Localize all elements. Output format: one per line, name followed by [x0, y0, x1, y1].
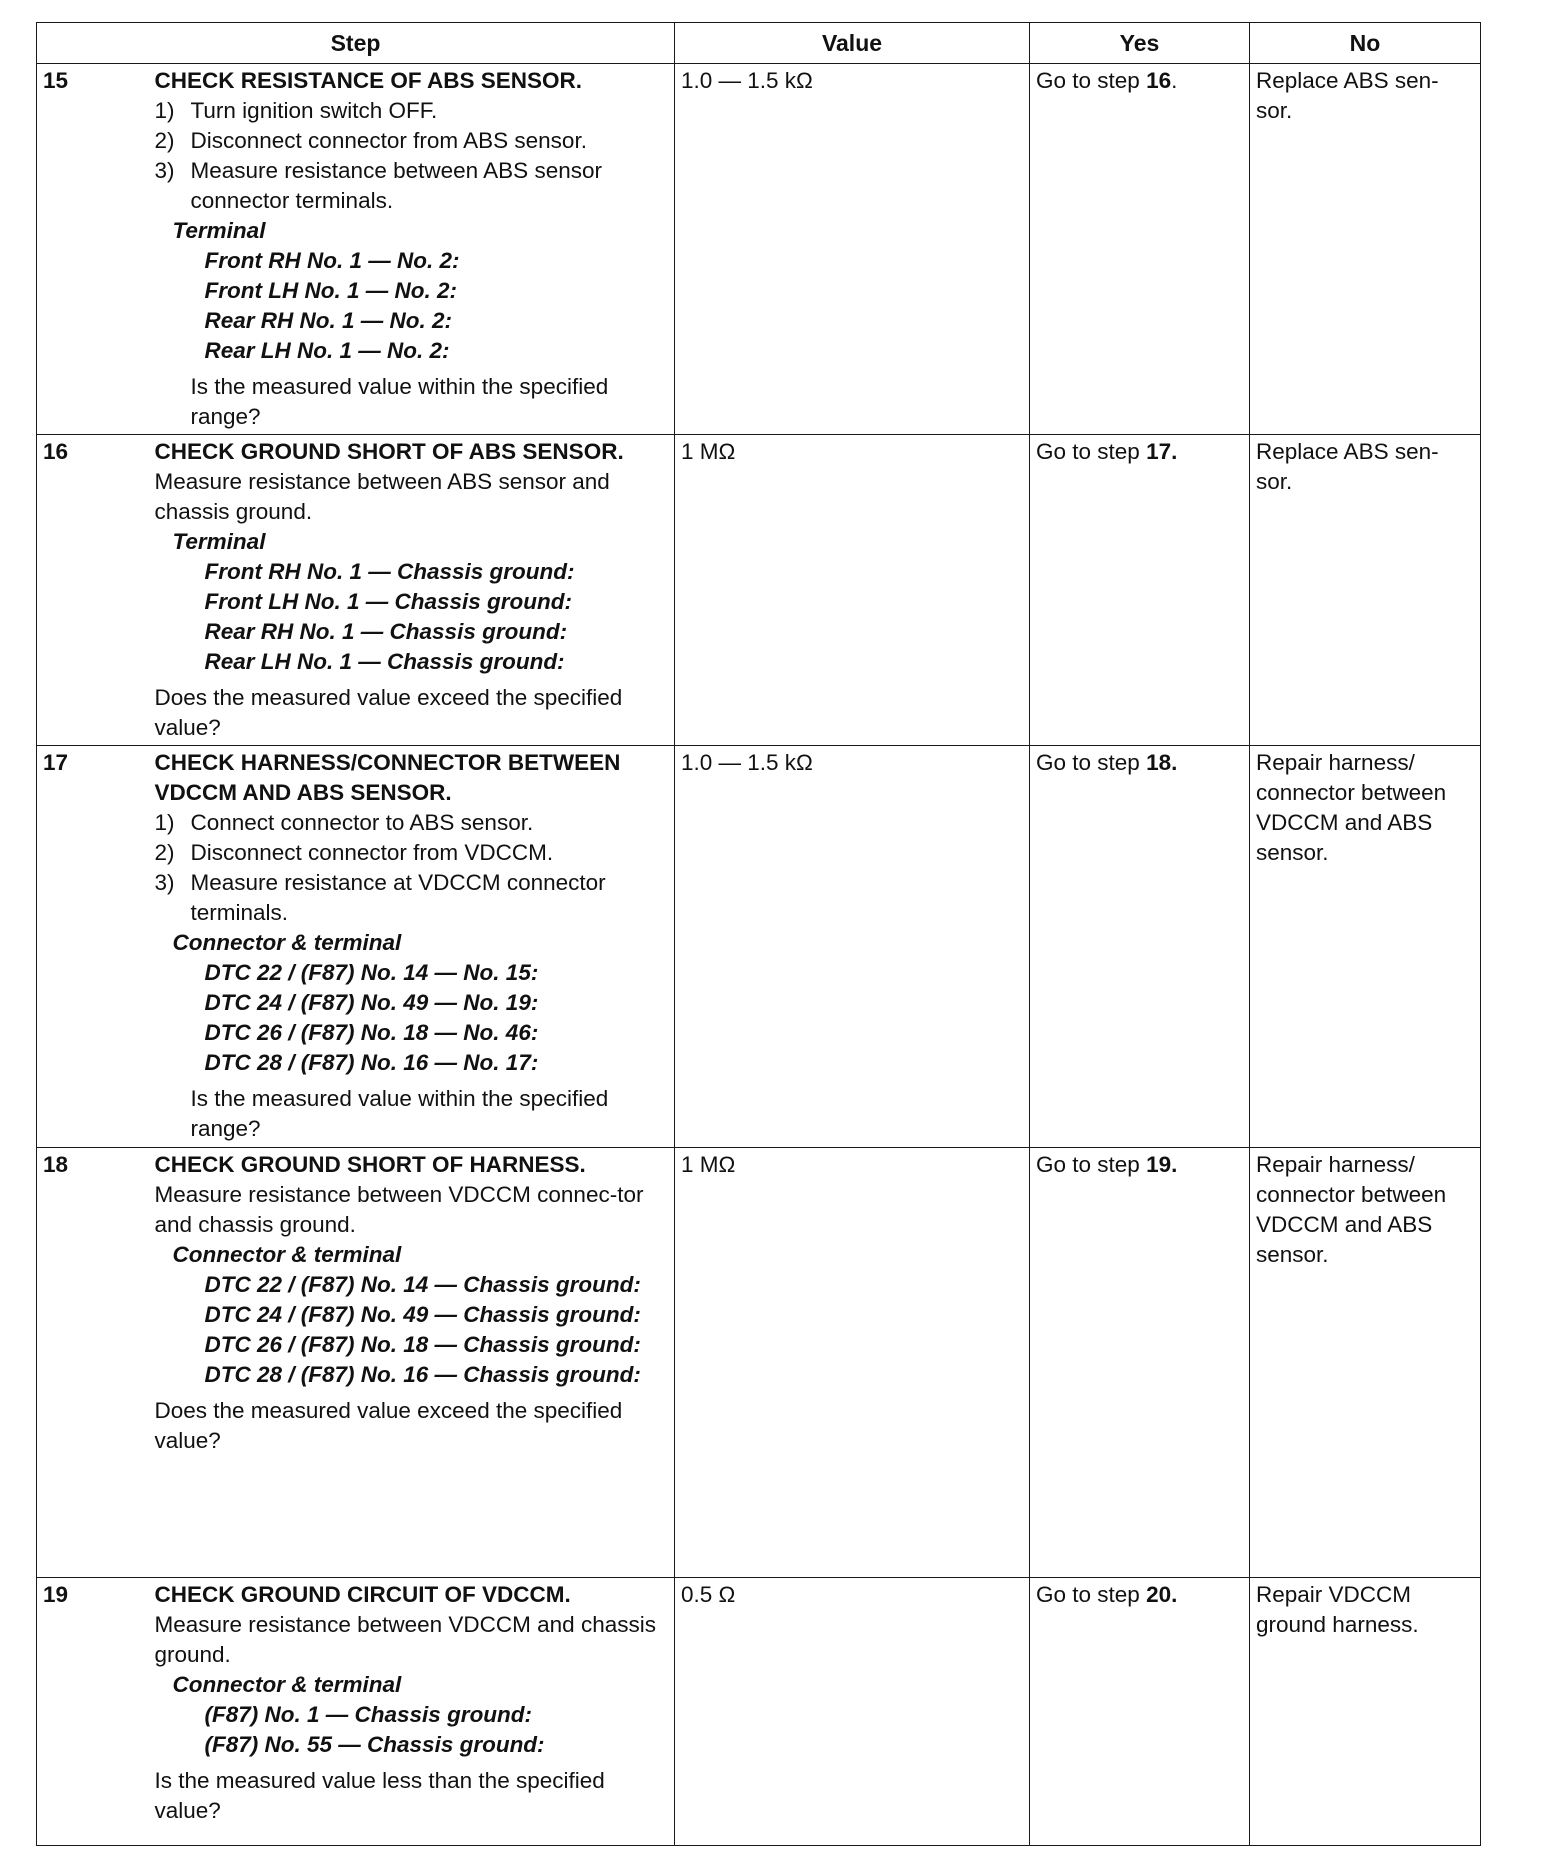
- list-item: [155, 126, 671, 156]
- step-description: [155, 1148, 675, 1578]
- no-action: Replace ABS sen-sor.: [1250, 64, 1481, 435]
- step-description: [155, 435, 675, 746]
- yes-text: Go to step: [1036, 1152, 1147, 1177]
- item-number: 3): [154, 870, 175, 895]
- yes-text: Go to step: [1036, 1582, 1147, 1607]
- terminal-heading: Terminal: [172, 529, 266, 554]
- yes-action: [1030, 64, 1250, 435]
- step-number: 16: [37, 435, 155, 746]
- instruction-list: [155, 808, 671, 928]
- spec-value: 0.5 Ω: [675, 1578, 1030, 1846]
- diagnostic-table-page: [36, 22, 1480, 1846]
- yes-text: Go to step: [1036, 439, 1147, 464]
- step-title: CHECK GROUND SHORT OF HARNESS.: [154, 1152, 586, 1177]
- step-title: CHECK GROUND SHORT OF ABS SENSOR.: [154, 439, 624, 464]
- table-header-row: [37, 23, 1481, 64]
- list-item: [155, 808, 671, 838]
- instruction-list: [155, 96, 671, 216]
- header-step: Step: [37, 23, 675, 64]
- list-item: [155, 838, 671, 868]
- yes-step-ref: 18.: [1146, 750, 1178, 775]
- item-number: 2): [154, 128, 175, 153]
- step-instruction: Measure resistance between VDCCM connec-tor and chassis ground.: [154, 1182, 644, 1237]
- terminal-spec: (F87) No. 1 — Chassis ground:: [204, 1702, 533, 1727]
- terminal-spec: Front RH No. 1 — No. 2:: [204, 248, 460, 273]
- table-row: [37, 1578, 1481, 1846]
- yes-action: [1030, 1148, 1250, 1578]
- table-row: [37, 1148, 1481, 1578]
- yes-action: [1030, 1578, 1250, 1846]
- yes-text: Go to step: [1036, 68, 1147, 93]
- spec-value: 1 MΩ: [675, 1148, 1030, 1578]
- item-number: 1): [154, 98, 175, 123]
- table-row: [37, 746, 1481, 1148]
- yes-suffix: .: [1171, 68, 1178, 93]
- item-number: 2): [154, 840, 175, 865]
- item-text: Connect connector to ABS sensor.: [190, 810, 534, 835]
- diagnostic-table: [36, 22, 1481, 1846]
- terminal-heading: Connector & terminal: [172, 930, 402, 955]
- terminal-spec: DTC 24 / (F87) No. 49 — No. 19:: [204, 990, 539, 1015]
- terminal-spec: DTC 22 / (F87) No. 14 — No. 15:: [204, 960, 539, 985]
- yes-step-ref: 19.: [1146, 1152, 1178, 1177]
- no-action: Repair harness/ connector between VDCCM and ABS sensor.: [1250, 746, 1481, 1148]
- spec-value: 1 MΩ: [675, 435, 1030, 746]
- header-no: No: [1250, 23, 1481, 64]
- yes-action: [1030, 746, 1250, 1148]
- step-question: Is the measured value less than the specified value?: [154, 1768, 605, 1823]
- yes-step-ref: 16: [1146, 68, 1172, 93]
- item-text: Disconnect connector from VDCCM.: [190, 840, 554, 865]
- step-number: 18: [37, 1148, 155, 1578]
- terminal-spec: Front LH No. 1 — Chassis ground:: [204, 589, 573, 614]
- yes-step-ref: 20.: [1146, 1582, 1178, 1607]
- item-number: 1): [154, 810, 175, 835]
- step-question: Is the measured value within the specified range?: [190, 1086, 609, 1141]
- list-item: [155, 868, 671, 928]
- item-number: 3): [154, 158, 175, 183]
- terminal-spec: Front RH No. 1 — Chassis ground:: [204, 559, 575, 584]
- terminal-spec: DTC 28 / (F87) No. 16 — Chassis ground:: [204, 1362, 641, 1387]
- header-yes: Yes: [1030, 23, 1250, 64]
- terminal-spec: DTC 22 / (F87) No. 14 — Chassis ground:: [204, 1272, 641, 1297]
- terminal-spec: Front LH No. 1 — No. 2:: [204, 278, 457, 303]
- item-text: Measure resistance between ABS sensor connector terminals.: [190, 158, 602, 213]
- step-description: [155, 1578, 675, 1846]
- item-text: Measure resistance at VDCCM connector terminals.: [190, 870, 606, 925]
- step-question: Does the measured value exceed the specified value?: [154, 685, 623, 740]
- terminal-spec: DTC 26 / (F87) No. 18 — No. 46:: [204, 1020, 539, 1045]
- step-number: 19: [37, 1578, 155, 1846]
- terminal-heading: Terminal: [172, 218, 266, 243]
- step-description: [155, 746, 675, 1148]
- yes-action: [1030, 435, 1250, 746]
- table-row: [37, 435, 1481, 746]
- terminal-heading: Connector & terminal: [172, 1242, 402, 1267]
- no-action: Replace ABS sen-sor.: [1250, 435, 1481, 746]
- terminal-spec: DTC 26 / (F87) No. 18 — Chassis ground:: [204, 1332, 641, 1357]
- no-action: Repair VDCCM ground harness.: [1250, 1578, 1481, 1846]
- step-question: Does the measured value exceed the specified value?: [154, 1398, 623, 1453]
- step-title: CHECK GROUND CIRCUIT OF VDCCM.: [154, 1582, 571, 1607]
- step-question: Is the measured value within the specified range?: [190, 374, 609, 429]
- table-row: [37, 64, 1481, 435]
- terminal-spec: Rear LH No. 1 — No. 2:: [204, 338, 450, 363]
- item-text: Disconnect connector from ABS sensor.: [190, 128, 587, 153]
- no-action: Repair harness/ connector between VDCCM and ABS sensor.: [1250, 1148, 1481, 1578]
- step-title: CHECK RESISTANCE OF ABS SENSOR.: [154, 68, 583, 93]
- spec-value: 1.0 — 1.5 kΩ: [675, 746, 1030, 1148]
- step-number: 15: [37, 64, 155, 435]
- yes-text: Go to step: [1036, 750, 1147, 775]
- step-instruction: Measure resistance between ABS sensor and chassis ground.: [154, 469, 610, 524]
- yes-step-ref: 17.: [1146, 439, 1178, 464]
- terminal-spec: Rear LH No. 1 — Chassis ground:: [204, 649, 565, 674]
- spec-value: 1.0 — 1.5 kΩ: [675, 64, 1030, 435]
- terminal-heading: Connector & terminal: [172, 1672, 402, 1697]
- item-text: Turn ignition switch OFF.: [190, 98, 438, 123]
- header-value: Value: [675, 23, 1030, 64]
- step-instruction: Measure resistance between VDCCM and chassis ground.: [154, 1612, 656, 1667]
- step-title: CHECK HARNESS/CONNECTOR BETWEEN VDCCM AND ABS SENSOR.: [154, 750, 621, 805]
- terminal-spec: DTC 24 / (F87) No. 49 — Chassis ground:: [204, 1302, 641, 1327]
- step-number: 17: [37, 746, 155, 1148]
- step-description: [155, 64, 675, 435]
- terminal-spec: DTC 28 / (F87) No. 16 — No. 17:: [204, 1050, 539, 1075]
- terminal-spec: Rear RH No. 1 — No. 2:: [204, 308, 453, 333]
- list-item: [155, 156, 671, 216]
- list-item: [155, 96, 671, 126]
- terminal-spec: Rear RH No. 1 — Chassis ground:: [204, 619, 568, 644]
- terminal-spec: (F87) No. 55 — Chassis ground:: [204, 1732, 545, 1757]
